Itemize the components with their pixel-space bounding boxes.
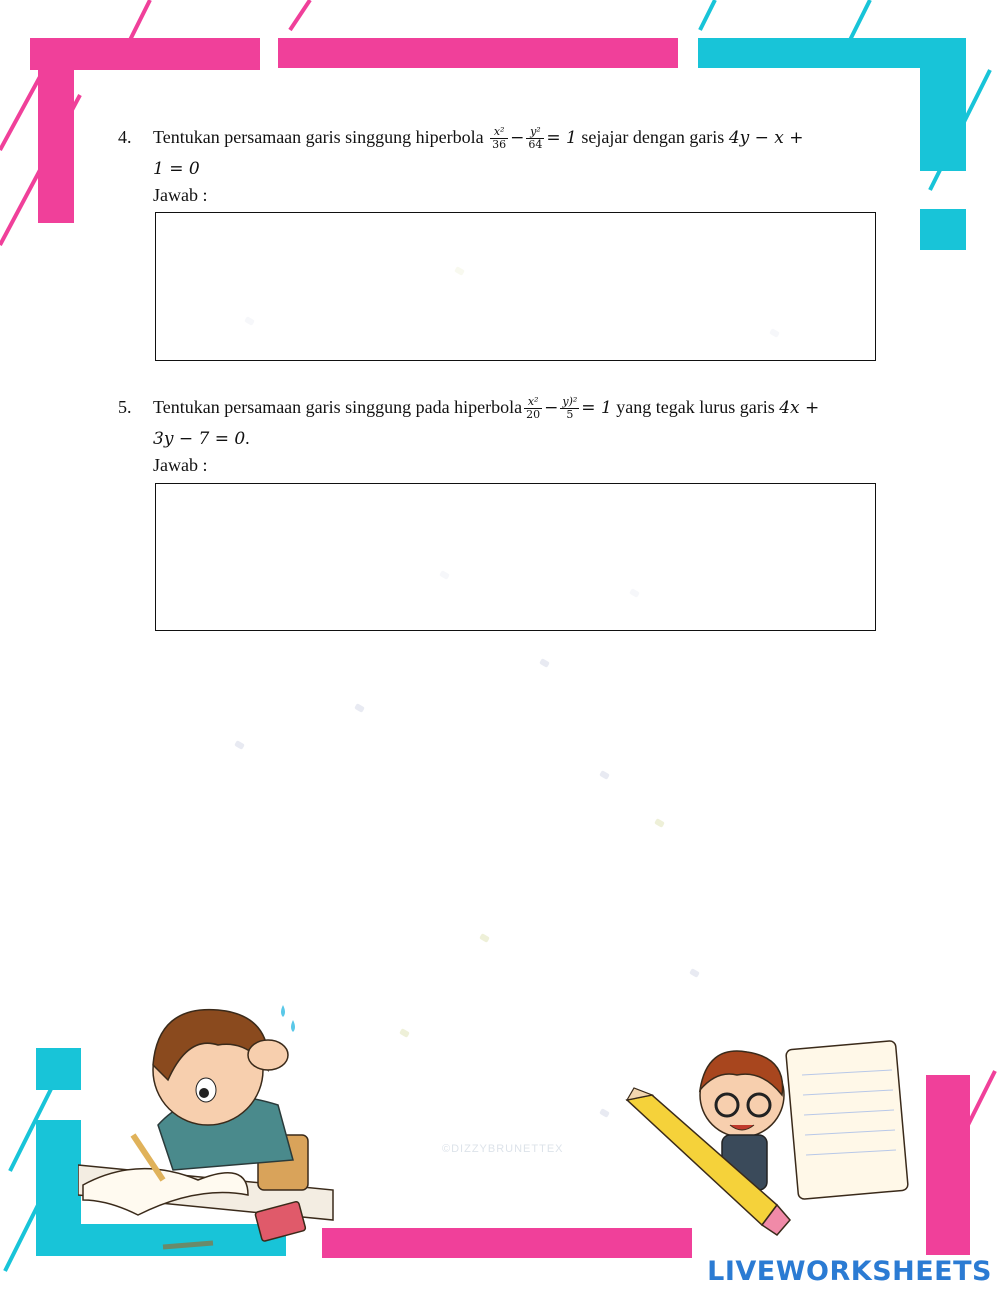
confetti <box>689 968 700 978</box>
question-text: Tentukan persamaan garis singgung pada hiperbola $\frac{\text{x²}}{20}$ − $\frac{\text{y)²}}{5}$ = 1 yang tegak lurus garis 4x + 3y − 7 = 0. <box>153 395 820 449</box>
confetti <box>599 1108 610 1118</box>
top-pink-bar-2 <box>278 38 678 68</box>
top-pink-bar <box>30 38 260 70</box>
confetti <box>354 703 365 713</box>
question-number: 4. <box>118 127 132 147</box>
answer-label: Jawab : <box>153 455 208 475</box>
diagonal-stripes-bottom <box>0 1031 1000 1291</box>
question-number: 5. <box>118 397 132 417</box>
boy-with-pencil-illustration <box>622 1040 922 1240</box>
fraction: $\frac{\text{x²}}{20}$ <box>526 395 541 422</box>
watermark: ©DIZZYBRUNETTEX <box>442 1143 564 1155</box>
right-cyan-bar <box>920 38 966 171</box>
fraction: $\frac{\text{y)²}}{5}$ <box>562 395 578 422</box>
answer-label: Jawab : <box>153 185 208 205</box>
confetti <box>399 1028 410 1038</box>
confetti <box>539 658 550 668</box>
question-5 <box>118 392 888 476</box>
confetti <box>234 740 245 750</box>
fraction: $\frac{\text{y²}}{64}$ <box>528 125 543 152</box>
question-4 <box>118 122 888 206</box>
bottom-cyan-bar <box>36 1224 286 1256</box>
bottom-pink-bar <box>322 1228 692 1258</box>
confetti <box>599 770 610 780</box>
bottom-left-cyan-square <box>36 1048 81 1090</box>
bottom-left-cyan-bar <box>36 1120 81 1255</box>
question-text: Tentukan persamaan garis singgung hiperbola $\frac{\text{x²}}{36}$ − $\frac{\text{y²}}{64}$ = 1 sejajar dengan garis 4y − x + 1 = 0 <box>153 125 804 179</box>
boy-studying-illustration <box>78 985 338 1255</box>
right-cyan-square <box>920 209 966 250</box>
answer-box-4[interactable] <box>155 212 876 361</box>
liveworksheets-logo[interactable] <box>707 1256 992 1287</box>
top-cyan-bar <box>698 38 966 68</box>
bottom-right-pink-bar <box>926 1075 970 1255</box>
logo-text: LIVEWORKSHEETS <box>707 1256 992 1287</box>
confetti <box>479 933 490 943</box>
confetti <box>654 818 665 828</box>
fraction: $\frac{\text{x²}}{36}$ <box>492 125 507 152</box>
left-pink-bar <box>38 38 74 223</box>
answer-box-5[interactable] <box>155 483 876 631</box>
